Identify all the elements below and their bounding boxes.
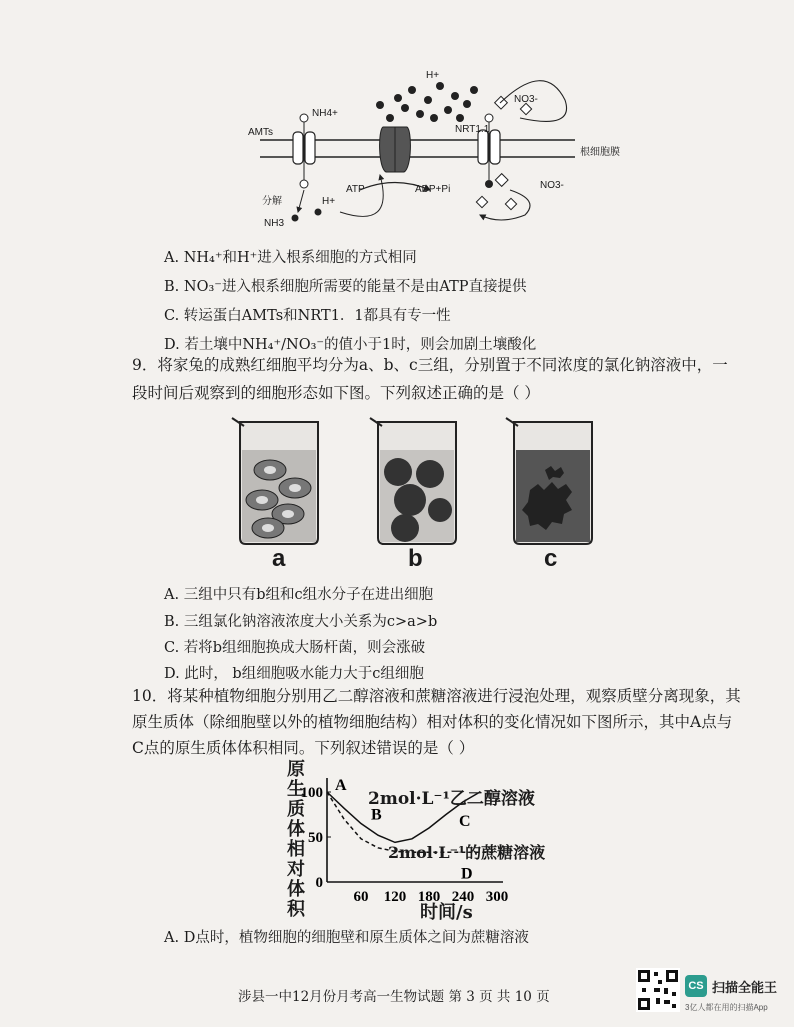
chart-xlabel: 时间/s: [420, 902, 473, 923]
y-tick-label: 100: [300, 785, 323, 801]
qr-code-icon: [636, 968, 680, 1012]
q9-option-c: C. 若将b组细胞换成大肠杆菌，则会涨破: [164, 640, 426, 656]
x-tick-label: 300: [485, 889, 509, 905]
amts-label: AMTs: [248, 127, 273, 138]
point-label-b: B: [371, 806, 382, 824]
proton-dots: [376, 82, 478, 122]
app-tagline: 3亿人都在用的扫描App: [685, 1003, 768, 1012]
x-tick-label: 240: [451, 889, 475, 905]
beaker-label-a: a: [272, 545, 286, 572]
h-plus-top-label: H+: [426, 70, 440, 81]
x-tick-label: 180: [417, 889, 441, 905]
beaker-c-icon: [506, 418, 592, 544]
beaker-b-icon: [370, 418, 456, 544]
q8-option-a: A. NH₄⁺和H⁺进入根系细胞的方式相同: [164, 250, 417, 266]
q9-option-d: D. 此时， b组细胞吸水能力大于c组细胞: [164, 666, 424, 682]
q9-stem-line2: 段时间后观察到的细胞形态如下图。下列叙述正确的是（ ）: [132, 384, 540, 402]
nh4-label: NH4+: [312, 108, 338, 119]
chart-ylabel: 原生质体相对体积: [287, 759, 305, 920]
q8-option-d: D. 若土壤中NH₄⁺/NO₃⁻的值小于1时，则会加剧土壤酸化: [164, 337, 537, 353]
q9-option-a: A. 三组中只有b组和c组水分子在进出细胞: [164, 587, 434, 603]
q10-stem-line2: 原生质体（除细胞壁以外的植物细胞结构）相对体积的变化情况如下图所示，其中A点与: [132, 713, 733, 731]
point-label-a: A: [335, 777, 347, 794]
y-tick-label: 0: [315, 875, 323, 891]
no3-top-label: NO3-: [514, 94, 538, 105]
q9-stem-line1: 9．将家兔的成熟红细胞平均分为a、b、c三组，分别置于不同浓度的氯化钠溶液中，一: [132, 356, 728, 374]
q8-option-b: B. NO₃⁻进入根系细胞所需要的能量不是由ATP直接提供: [164, 279, 527, 295]
point-label-c: C: [459, 812, 471, 830]
q10-stem-line1: 10．将某种植物细胞分别用乙二醇溶液和蔗糖溶液进行浸泡处理，观察质壁分离现象，其: [132, 687, 741, 705]
amts-channel-icon: [292, 114, 322, 222]
atp-label: ATP: [346, 184, 365, 195]
q10-option-a: A. D点时，植物细胞的细胞壁和原生质体之间为蔗糖溶液: [164, 930, 529, 946]
x-tick-label: 60: [353, 889, 369, 905]
beaker-label-b: b: [408, 545, 423, 572]
adp-pi-label: ADP+Pi: [415, 184, 451, 195]
x-tick-label: 120: [383, 889, 407, 905]
series-sucrose-label: 2mol·L⁻¹的蔗糖溶液: [388, 843, 546, 862]
membrane-label: 根细胞膜: [580, 147, 620, 158]
nrt-label: NRT1.1: [455, 124, 490, 135]
beaker-a-icon: [232, 418, 318, 544]
app-name: 扫描全能王: [712, 980, 778, 995]
q9-option-b: B. 三组氯化钠溶液浓度大小关系为c>a>b: [164, 614, 438, 630]
q8-option-c: C. 转运蛋白AMTs和NRT1．1都具有专一性: [164, 308, 451, 324]
decompose-label: 分解: [262, 196, 282, 207]
camscanner-logo-icon: CS: [685, 975, 707, 997]
nh3-label: NH3: [264, 218, 285, 229]
h-plus-left-label: H+: [322, 196, 336, 207]
page-footer: 涉县一中12月份月考高一生物试题 第 3 页 共 10 页: [238, 989, 550, 1005]
q10-stem-line3: C点的原生质体体积相同。下列叙述错误的是（ ）: [132, 739, 475, 757]
y-tick-label: 50: [308, 830, 323, 846]
point-label-d: D: [461, 865, 473, 883]
transport-diagram: [0, 0, 794, 240]
no3-bottom-label: NO3-: [540, 180, 564, 191]
beaker-label-c: c: [544, 545, 558, 572]
beakers-figure: [0, 410, 794, 550]
series-ethylene-glycol-label: 2mol·L⁻¹乙二醇溶液: [368, 789, 535, 809]
